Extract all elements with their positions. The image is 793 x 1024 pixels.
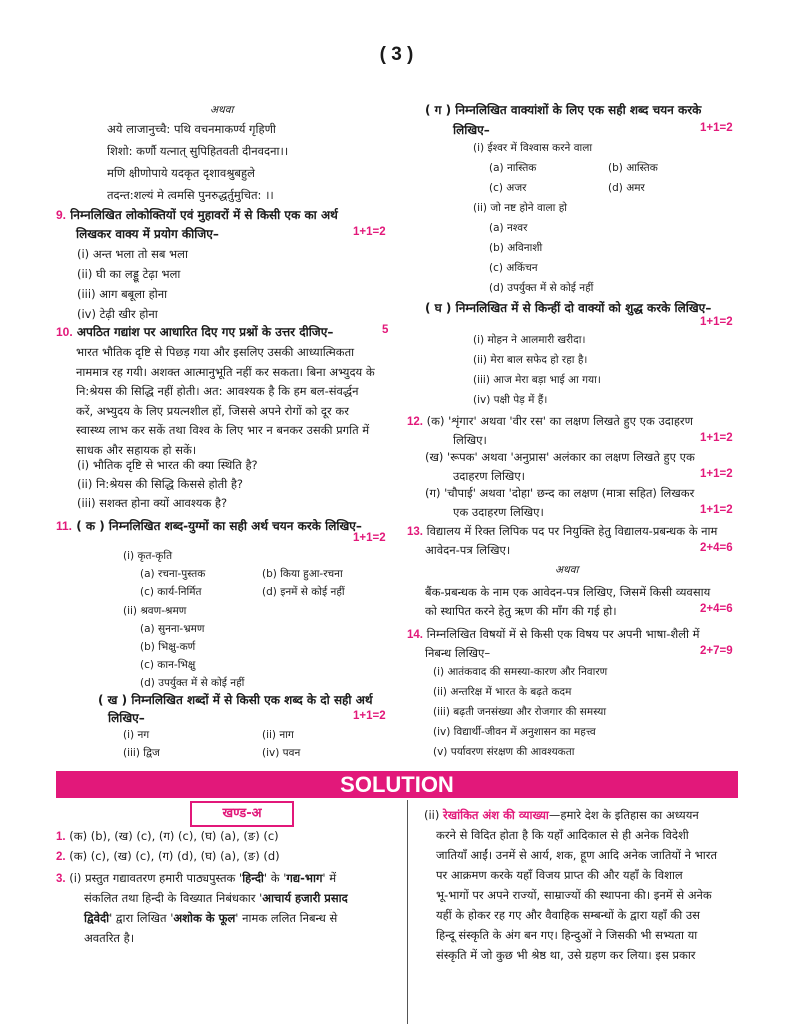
explanation-heading [424, 806, 699, 825]
option: (i) नग [123, 729, 150, 741]
marks: 1+1=2 [700, 122, 733, 134]
answer-2 [56, 847, 280, 867]
shloka-line: शिशो: कर्णौ यत्नात् सुपिहितवती दीनवदना।। [107, 144, 289, 158]
answer-text: ' नामक ललित निबन्ध से [235, 911, 338, 925]
question-12-ga: (ग) 'चौपाई' अथवा 'दोहा' छन्द का लक्षण (मात्रा सहित) लिखकर [425, 486, 695, 500]
option: (b) किया हुआ-रचना [262, 568, 343, 580]
explanation-line: हिन्दू संस्कृति के अंग बन गए। हिन्दुओं ने जिसकी भी सभ्यता या [436, 928, 698, 942]
sub-question: (iii) सशक्त होना क्यों आवश्यक है? [77, 496, 228, 510]
option: (i) अन्त भला तो सब भला [77, 247, 188, 261]
option: (iii) बढ़ती जनसंख्या और रोजगार की समस्या [433, 706, 607, 718]
passage-line: स्वास्थ्य लाभ कर सकें तथा विश्व के लिए भार न बनकर उसकी प्रगति में [76, 423, 370, 437]
column-divider [407, 800, 408, 1024]
section-name: गद्य-भाग [286, 871, 323, 885]
marks: 1+1=2 [700, 316, 733, 328]
question-12-kha: (ख) 'रूपक' अथवा 'अनुप्रास' अलंकार का लक्षण लिखते हुए एक [425, 450, 695, 464]
shloka-line: अये लाजानुच्चै: पथि वचनमाकर्ण्य गृहिणी [107, 122, 276, 136]
option: (iii) द्विज [123, 747, 160, 759]
question-number: 11. [56, 519, 73, 533]
marks: 2+4=6 [700, 603, 733, 615]
option: (c) कान-भिक्षु [140, 659, 196, 671]
option: (b) आस्तिक [608, 162, 658, 174]
option: (i) आतंकवाद की समस्या-कारण और निवारण [433, 666, 608, 678]
passage-line: भारत भौतिक दृष्टि से पिछड़ गया और इसलिए उसकी आध्यात्मिकता [76, 345, 355, 359]
option: (iii) आग बबूला होना [77, 287, 168, 301]
answer-text: संकलित तथा हिन्दी के विख्यात निबंधकार ' [84, 891, 263, 905]
marks: 1+1=2 [700, 504, 733, 516]
option: (b) अविनाशी [489, 242, 543, 254]
question-text-cont: लिखिए। [453, 433, 487, 447]
option: (c) अजर [489, 182, 527, 194]
option: (iv) पक्षी पेड़ में हैं। [473, 394, 548, 406]
answer-3-line [84, 909, 337, 928]
answer-text: (ii) [424, 808, 444, 822]
question-number: 9. [56, 208, 67, 222]
question-11-kha: ( ख ) निम्नलिखित शब्दों में से किसी एक शब्द के दो सही अर्थ [98, 693, 373, 707]
author-name: द्विवेदी [84, 911, 110, 925]
answer-text: ' में [322, 871, 337, 885]
question-text: निम्नलिखित लोकोक्तियों एवं मुहावरों में से किसी एक का अर्थ [70, 208, 338, 222]
marks: 1+1=2 [700, 468, 733, 480]
question-text-cont: आवेदन-पत्र लिखिए। [425, 543, 511, 557]
passage [76, 343, 394, 460]
answer-text: (क) (b), (ख) (c), (ग) (c), (घ) (a), (ङ) (c) [69, 829, 279, 843]
answer-text: ' के ' [263, 871, 287, 885]
answer-number: 1. [56, 831, 66, 843]
marks: 1+1=2 [353, 226, 386, 238]
question-text-cont: एक उदाहरण लिखिए। [453, 505, 544, 519]
answer-3-line [84, 889, 348, 908]
question-number: 13. [407, 526, 423, 538]
option: (d) उपर्युक्त में से कोई नहीं [489, 282, 594, 294]
option: (c) कार्य-निर्मित [140, 586, 202, 598]
option: (a) नश्वर [489, 222, 528, 234]
question-text: निम्नलिखित विषयों में से किसी एक विषय पर अपनी भाषा-शैली में [426, 627, 700, 641]
answer-number: 3. [56, 873, 66, 885]
sub-question: (i) ईश्वर में विश्वास करने वाला [473, 142, 593, 154]
question-text: ( क ) निम्नलिखित शब्द-युग्मों का सही अर्थ चयन करके लिखिए– [76, 519, 362, 533]
page-number: ( 3 ) [379, 44, 414, 65]
option: (d) अमर [608, 182, 645, 194]
passage-line: करें, अभ्युदय के लिए प्रयत्नशील हों, जिससे अपने रोगों को दूर कर [76, 403, 349, 418]
question-number: 10. [56, 325, 73, 339]
question-text-cont: लिखकर वाक्य में प्रयोग कीजिए– [76, 227, 219, 241]
question-10 [56, 323, 333, 342]
passage-line: नि:श्रेयस की सिद्धि नहीं होती। अत: आवश्यक है कि हम बल-संवर्द्धन [76, 384, 359, 398]
question-text-cont: निबन्ध लिखिए– [425, 646, 491, 660]
passage-line: साधक और सहायक हो सकें। [76, 442, 197, 457]
answer-text: ' द्वारा लिखित ' [109, 911, 174, 925]
option: (ii) नाग [262, 729, 294, 741]
sub-question: (i) भौतिक दृष्टि से भारत की क्या स्थिति है? [77, 458, 258, 472]
option: (c) अकिंचन [489, 262, 538, 274]
marks: 5 [382, 324, 389, 336]
khand-label: खण्ड-अ [190, 801, 294, 827]
option: (d) उपर्युक्त में से कोई नहीं [140, 677, 245, 689]
question-text-cont: लिखिए– [453, 123, 490, 137]
shloka-line: तदन्त:शल्यं मे त्वमसि पुनरुद्धर्तुमुचित: ।। [107, 188, 274, 202]
answer-3-line: अवतरित है। [84, 931, 135, 945]
alternative-text: बैंक-प्रबन्धक के नाम एक आवेदन-पत्र लिखिए, जिसमें किसी व्यवसाय [425, 585, 711, 599]
athva-label: अथवा [210, 104, 234, 116]
explanation-line: संस्कृति में जो कुछ भी श्रेष्ठ था, उसे ग्रहण कर लिया। इस प्रकार [436, 948, 696, 962]
option: (a) सुनना-भ्रमण [140, 623, 205, 635]
answer-text: (क) (c), (ख) (c), (ग) (d), (घ) (a), (ङ) (d) [69, 849, 280, 863]
question-14 [407, 625, 700, 645]
option: (a) नास्तिक [489, 162, 537, 174]
question-12 [407, 412, 693, 432]
question-11 [56, 517, 362, 536]
book-name: हिन्दी [242, 871, 264, 885]
question-text: अपठित गद्यांश पर आधारित दिए गए प्रश्नों के उत्तर दीजिए– [76, 325, 334, 339]
marks: 1+1=2 [700, 432, 733, 444]
answer-number: 2. [56, 851, 66, 863]
question-text-cont: लिखिए– [108, 711, 145, 725]
question-13 [407, 522, 717, 542]
option: (iii) आज मेरा बड़ा भाई आ गया। [473, 374, 601, 386]
option: (ii) घी का लड्डू टेढ़ा भला [77, 267, 181, 281]
solution-banner: SOLUTION [56, 771, 738, 798]
athva-label: अथवा [555, 564, 579, 576]
marks: 2+7=9 [700, 645, 733, 657]
question-number: 12. [407, 416, 423, 428]
author-name: आचार्य हजारी प्रसाद [262, 891, 348, 905]
question-text: (क) 'शृंगार' अथवा 'वीर रस' का लक्षण लिखते हुए एक उदाहरण [426, 414, 693, 428]
option: (d) इनमें से कोई नहीं [262, 586, 345, 598]
answer-text: —हमारे देश के इतिहास का अध्ययन [548, 808, 699, 822]
option: (ii) अन्तरिक्ष में भारत के बढ़ते कदम [433, 686, 572, 698]
explanation-line: जातियाँ आईं। उनमें से आर्य, शक, हूण आदि अनेक जातियों ने भारत [436, 848, 718, 862]
essay-name: अशोक के फूल [173, 911, 236, 925]
explanation-title: रेखांकित अंश की व्याख्या [443, 808, 549, 822]
question-text: विद्यालय में रिक्त लिपिक पद पर नियुक्ति हेतु विद्यालय-प्रबन्धक के नाम [426, 524, 718, 538]
marks: 2+4=6 [700, 542, 733, 554]
question-11-ga: ( ग ) निम्नलिखित वाक्यांशों के लिए एक सही शब्द चयन करके [425, 103, 702, 117]
answer-1 [56, 827, 279, 847]
passage-line: नाममात्र रह गयी। अशक्त आत्मानुभूति नहीं कर सकता। बिना अभ्युदय के [76, 364, 375, 379]
sub-question: (ii) नि:श्रेयस की सिद्धि किससे होती है? [77, 477, 244, 491]
sub-question: (i) कृत-कृति [123, 550, 173, 562]
question-number: 14. [407, 629, 423, 641]
answer-3 [56, 869, 336, 889]
marks: 1+1=2 [353, 710, 386, 722]
sub-question: (ii) श्रवण-श्रमण [123, 605, 187, 617]
marks: 1+1=2 [353, 532, 386, 544]
option: (iv) विद्यार्थी-जीवन में अनुशासन का महत्त्व [433, 726, 596, 738]
option: (iv) पवन [262, 747, 301, 759]
explanation-line: यहीं के होकर रह गए और वैवाहिक सम्बन्धों के द्वारा यहाँ की उस [436, 908, 700, 922]
alternative-text: को स्थापित करने हेतु ऋण की माँग की गई हो। [425, 604, 617, 618]
explanation-line: पर आक्रमण करके यहाँ विजय प्राप्त की और यहाँ के विशाल [436, 868, 683, 882]
option: (iv) टेढ़ी खीर होना [77, 307, 158, 321]
question-11-gha: ( घ ) निम्नलिखित में से किन्हीं दो वाक्यों को शुद्ध करके लिखिए– [425, 301, 712, 315]
option: (ii) मेरा बाल सफेद हो रहा है। [473, 354, 588, 366]
explanation-line: भू-भागों पर अपने राज्यों, साम्राज्यों की स्थापना की। इनमें से अनेक [436, 888, 712, 902]
sub-question: (ii) जो नष्ट होने वाला हो [473, 202, 567, 214]
explanation-line: करने से विदित होता है कि यहाँ आदिकाल से ही अनेक विदेशी [436, 828, 689, 842]
question-text-cont: उदाहरण लिखिए। [453, 469, 526, 483]
option: (b) भिक्षु-कर्ण [140, 641, 196, 653]
option: (v) पर्यावरण संरक्षण की आवश्यकता [433, 746, 575, 758]
question-9 [56, 206, 338, 225]
shloka-line: मणि क्षीणोपाये यदकृत दृशावश्रुबहुले [107, 166, 255, 180]
option: (i) मोहन ने आलमारी खरीदा। [473, 334, 586, 346]
answer-text: (i) प्रस्तुत गद्यावतरण हमारी पाठ्यपुस्तक ' [69, 871, 243, 885]
option: (a) रचना-पुस्तक [140, 568, 206, 580]
